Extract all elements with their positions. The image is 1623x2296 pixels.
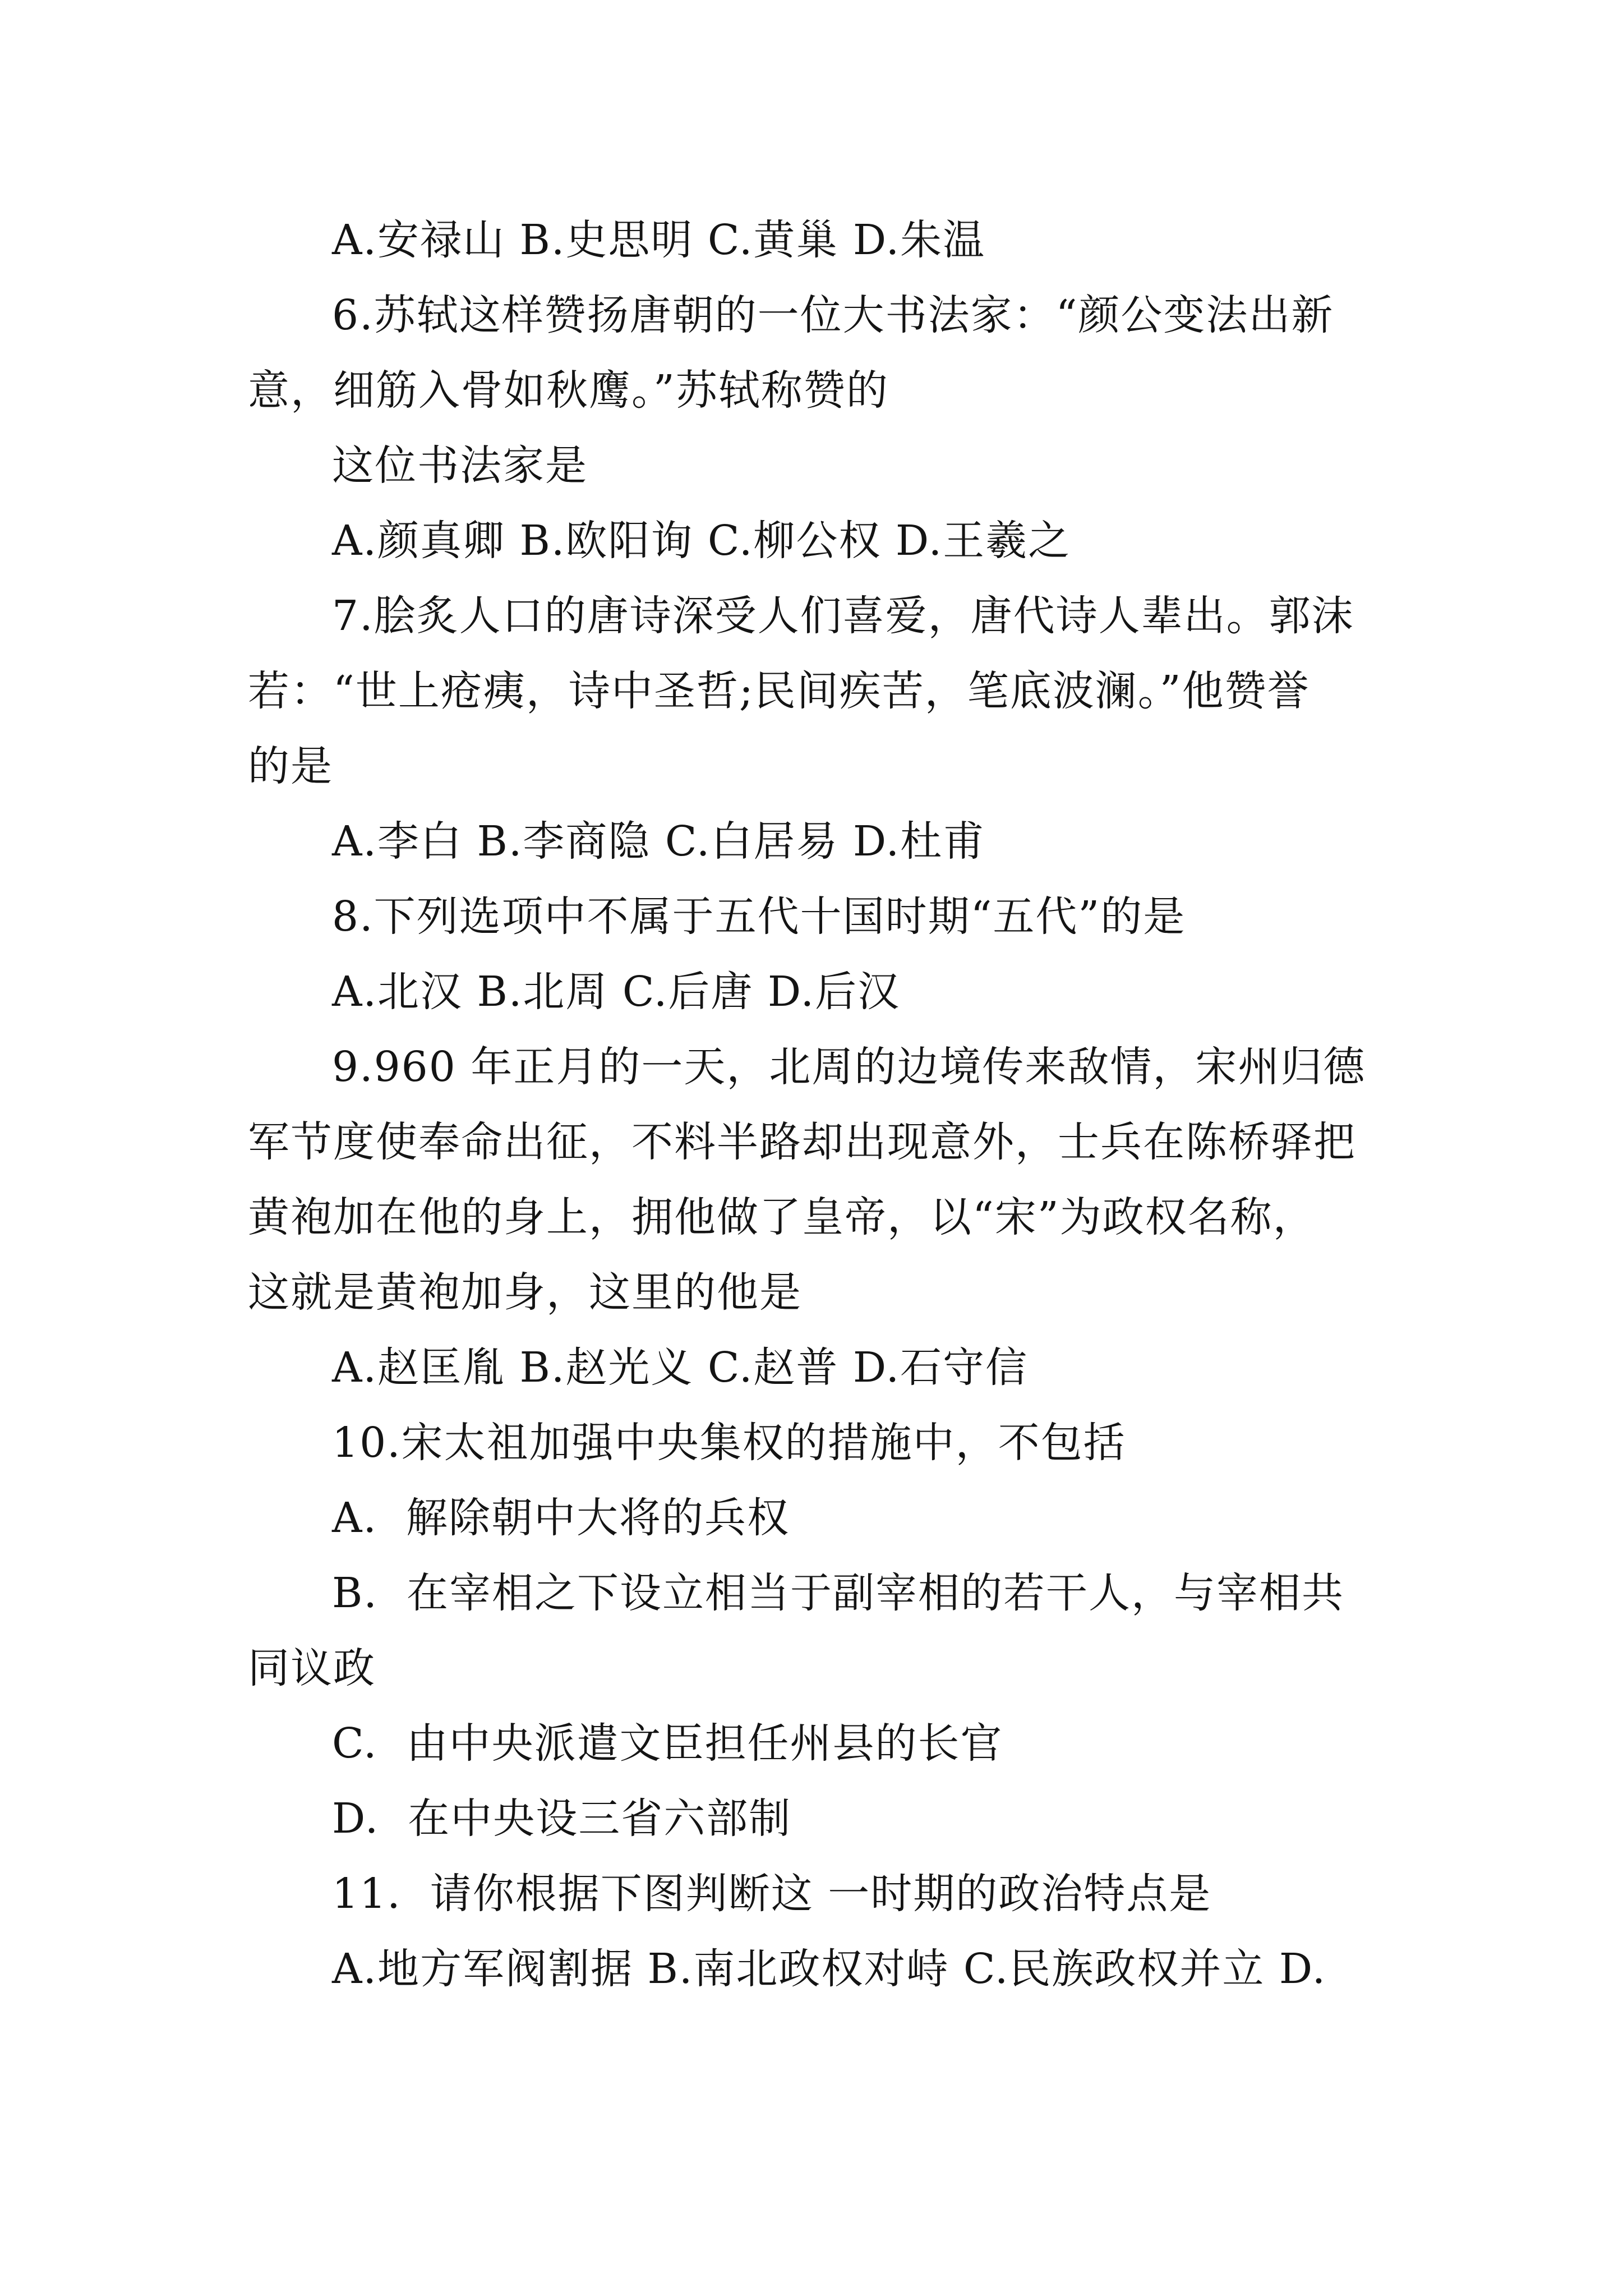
text-line-6: 7.脍炙人口的唐诗深受人们喜爱，唐代诗人辈出。郭沫 <box>332 592 1354 640</box>
text-line-23: 11. 请你根据下图判断这 一时期的政治特点是 <box>332 1870 1212 1918</box>
text-line-9: A.李白 B.李商隐 C.白居易 D.杜甫 <box>332 817 986 866</box>
text-line-20: 同议政 <box>248 1644 376 1692</box>
text-line-4: 这位书法家是 <box>332 441 588 490</box>
text-line-17: 10.宋太祖加强中央集权的措施中，不包括 <box>332 1419 1126 1467</box>
text-line-12: 9.960 年正月的一天，北周的边境传来敌情，宋州归德 <box>332 1043 1366 1091</box>
text-line-10: 8.下列选项中不属于五代十国时期“五代”的是 <box>332 892 1186 941</box>
text-line-2: 6.苏轼这样赞扬唐朝的一位大书法家：“颜公变法出新 <box>332 291 1334 339</box>
text-line-19: B. 在宰相之下设立相当于副宰相的若干人，与宰相共 <box>332 1569 1344 1617</box>
text-line-5: A.颜真卿 B.欧阳询 C.柳公权 D.王羲之 <box>332 517 1071 565</box>
text-line-16: A.赵匡胤 B.赵光义 C.赵普 D.石守信 <box>332 1343 1029 1392</box>
text-line-1: A.安禄山 B.史思明 C.黄巢 D.朱温 <box>332 216 986 264</box>
text-line-11: A.北汉 B.北周 C.后唐 D.后汉 <box>332 968 901 1016</box>
text-line-18: A. 解除朝中大将的兵权 <box>332 1494 790 1542</box>
text-line-22: D. 在中央设三省六部制 <box>332 1795 792 1843</box>
text-line-7: 若：“世上疮痍，诗中圣哲;民间疾苦，笔底波澜。”他赞誉 <box>248 667 1310 715</box>
text-line-24: A.地方军阀割据 B.南北政权对峙 C.民族政权并立 D. <box>332 1945 1327 1993</box>
text-line-13: 军节度使奉命出征，不料半路却出现意外，士兵在陈桥驿把 <box>248 1118 1356 1166</box>
text-line-8: 的是 <box>248 742 333 790</box>
text-line-14: 黄袍加在他的身上，拥他做了皇帝，以“宋”为政权名称， <box>248 1193 1316 1241</box>
text-line-15: 这就是黄袍加身，这里的他是 <box>248 1268 802 1317</box>
text-line-21: C. 由中央派遣文臣担任州县的长官 <box>332 1719 1003 1768</box>
text-line-3: 意，细筋入骨如秋鹰。”苏轼称赞的 <box>248 366 889 415</box>
